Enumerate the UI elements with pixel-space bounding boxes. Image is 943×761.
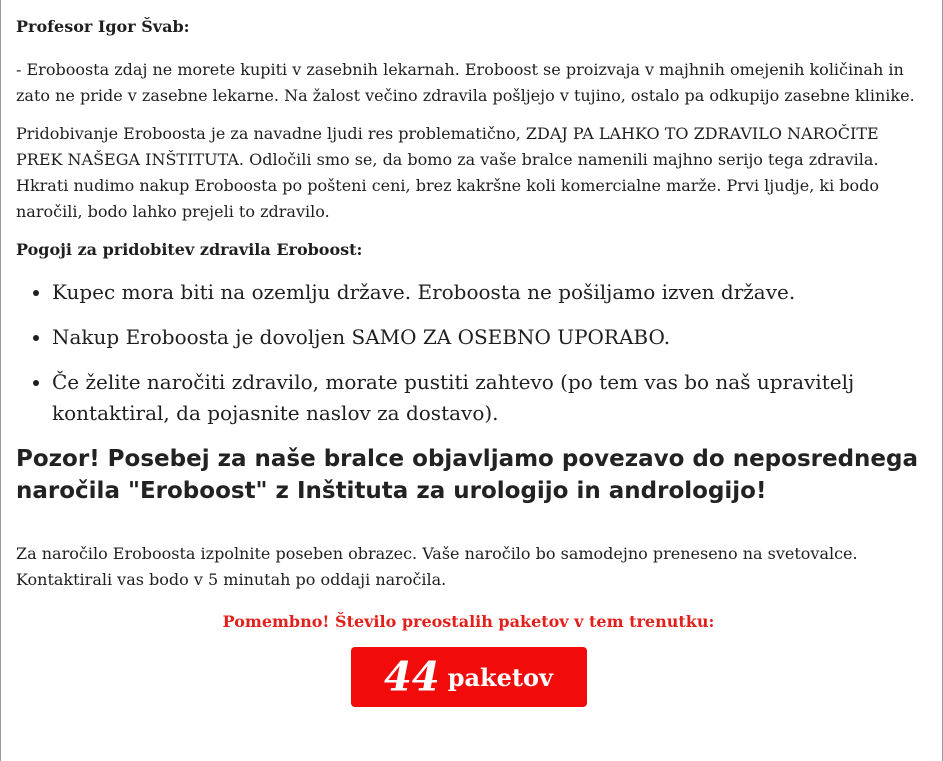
paragraph-availability: - Eroboosta zdaj ne morete kupiti v zasebnih lekarnah. Eroboost se proizvaja v majhnih omejenih količinah in zato ne pride v zasebne lekarne. Na žalost večino zdravila pošljejo v tujino, ostalo pa odkupijo zasebne klinike. bbox=[16, 60, 915, 105]
conditions-list bbox=[16, 277, 921, 429]
order-instructions: Za naročilo Eroboosta izpolnite poseben obrazec. Vaše naročilo bo samodejno preneseno na svetovalce. Kontaktirali vas bodo v 5 minutah po oddaji naročila. bbox=[16, 544, 858, 589]
important-notice: Pomembno! Število preostalih paketov v tem trenutku: bbox=[222, 612, 715, 631]
conditions-heading: Pogoji za pridobitev zdravila Eroboost: bbox=[16, 240, 363, 259]
speaker-name: Profesor Igor Švab: bbox=[16, 17, 190, 36]
package-counter-badge bbox=[351, 647, 587, 707]
condition-item-territory: • Kupec mora biti na ozemlju države. Eroboosta ne pošiljamo izven države. bbox=[52, 277, 921, 308]
article-content bbox=[16, 14, 921, 707]
package-counter-wrapper bbox=[16, 647, 921, 707]
condition-item-request: • Če želite naročiti zdravilo, morate pustiti zahtevo (po tem vas bo naš upravitelj kontaktiral, da pojasnite naslov za dostavo). bbox=[52, 367, 921, 429]
condition-item-personal-use: • Nakup Eroboosta je dovoljen SAMO ZA OSEBNO UPORABO. bbox=[52, 322, 921, 353]
paragraph-institute: Pridobivanje Eroboosta je za navadne ljudi res problematično, ZDAJ PA LAHKO TO ZDRAVILO NAROČITE PREK NAŠEGA INŠTITUTA. Odločili smo se, da bomo za vaše bralce namenili majhno serijo tega zdravila. Hkrati nudimo nakup Eroboosta po pošteni ceni, brez kakršne koli komercialne marže. Prvi ljudje, ki bodo naročili, bodo lahko prejeli to zdravilo. bbox=[16, 124, 880, 221]
attention-heading: Pozor! Posebej za naše bralce objavljamo povezavo do neposrednega naročila "Eroboost" z Inštituta za urologijo in andrologijo! bbox=[16, 446, 918, 504]
package-counter-number: 44 bbox=[384, 653, 440, 701]
package-counter-unit: paketov bbox=[447, 662, 553, 692]
